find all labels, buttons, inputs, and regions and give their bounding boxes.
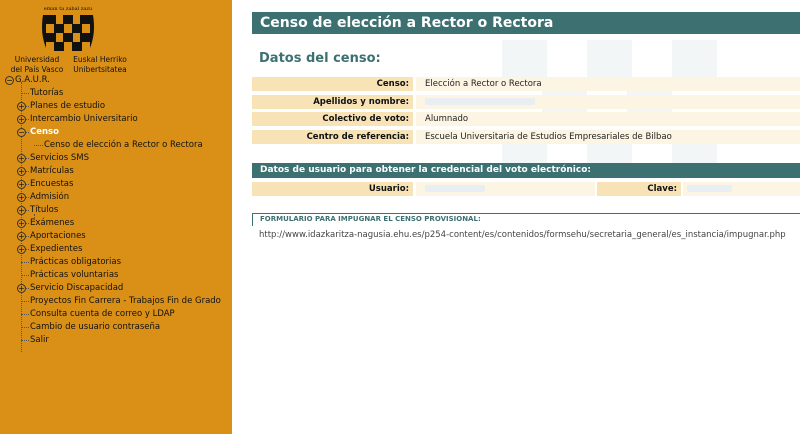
impugnation-form-box xyxy=(252,213,800,226)
main-content xyxy=(232,0,800,434)
census-row-apellidos xyxy=(252,95,800,109)
sidebar: eman ta zabal zazu Universidad del País Vasco Euskal Herriko Unibertsitatea − G.A.U.R. Tutorías + Planes de estudio + Intercambio Universitario − Censo Censo de elección a Rector o Rectora + Servicios SMS + Matrículas + Encuestas + Admisión + Títulos + Exámenes + Aportaciones + Expedientes Prácticas obligatorias Prácticas voluntarias + Servicio Discapacidad Proyectos Fin Carrera - Trabajos Fin de Grado Consulta cuenta de correo y LDAP Cambio de usuario contraseña Salir xyxy=(0,0,232,434)
expand-icon[interactable]: + xyxy=(18,206,25,215)
university-name-es: Universidad del País Vasco xyxy=(10,55,64,74)
expand-icon[interactable]: + xyxy=(18,245,25,254)
expand-icon[interactable]: + xyxy=(18,232,25,241)
census-row-colectivo xyxy=(252,112,800,126)
credentials-row xyxy=(252,182,800,196)
section-title: Datos del censo: xyxy=(259,51,381,66)
expand-icon[interactable]: + xyxy=(18,284,25,293)
field-value: Alumnado xyxy=(416,112,800,126)
expand-icon[interactable]: + xyxy=(18,193,25,202)
expand-icon[interactable]: + xyxy=(18,154,25,163)
census-row-censo xyxy=(252,77,800,91)
field-label: Centro de referencia: xyxy=(252,130,413,144)
svg-text:eman ta zabal zazu: eman ta zabal zazu xyxy=(43,6,93,12)
university-logo xyxy=(40,3,96,55)
field-label: Colectivo de voto: xyxy=(252,112,413,126)
key-value-redacted xyxy=(683,182,800,196)
field-value: Elección a Rector o Rectora xyxy=(416,77,800,91)
census-row-centro xyxy=(252,130,800,144)
expand-icon[interactable]: + xyxy=(18,180,25,189)
user-label: Usuario: xyxy=(252,182,413,196)
expand-icon[interactable]: + xyxy=(18,219,25,228)
credentials-header: Datos de usuario para obtener la credencial del voto electrónico: xyxy=(252,163,800,178)
field-value-redacted xyxy=(416,95,800,109)
form-title: FORMULARIO PARA IMPUGNAR EL CENSO PROVISIONAL: xyxy=(260,215,481,223)
field-value: Escuela Universitaria de Estudios Empresariales de Bilbao xyxy=(416,130,800,144)
expand-icon[interactable]: + xyxy=(18,115,25,124)
expand-icon[interactable]: + xyxy=(18,102,25,111)
user-value-redacted xyxy=(416,182,595,196)
key-label: Clave: xyxy=(597,182,681,196)
page-title: Censo de elección a Rector o Rectora xyxy=(252,12,800,34)
field-label: Apellidos y nombre: xyxy=(252,95,413,109)
collapse-icon[interactable]: − xyxy=(6,76,13,85)
university-name-eu: Euskal Herriko Unibertsitatea xyxy=(73,55,127,74)
field-label: Censo: xyxy=(252,77,413,91)
expand-icon[interactable]: + xyxy=(18,167,25,176)
collapse-icon[interactable]: − xyxy=(18,128,25,137)
impugnation-form-link[interactable]: http://www.idazkaritza-nagusia.ehu.es/p254-content/es/contenidos/formsehu/secretaria_general/es_instancia/impugnar.php xyxy=(259,230,786,240)
